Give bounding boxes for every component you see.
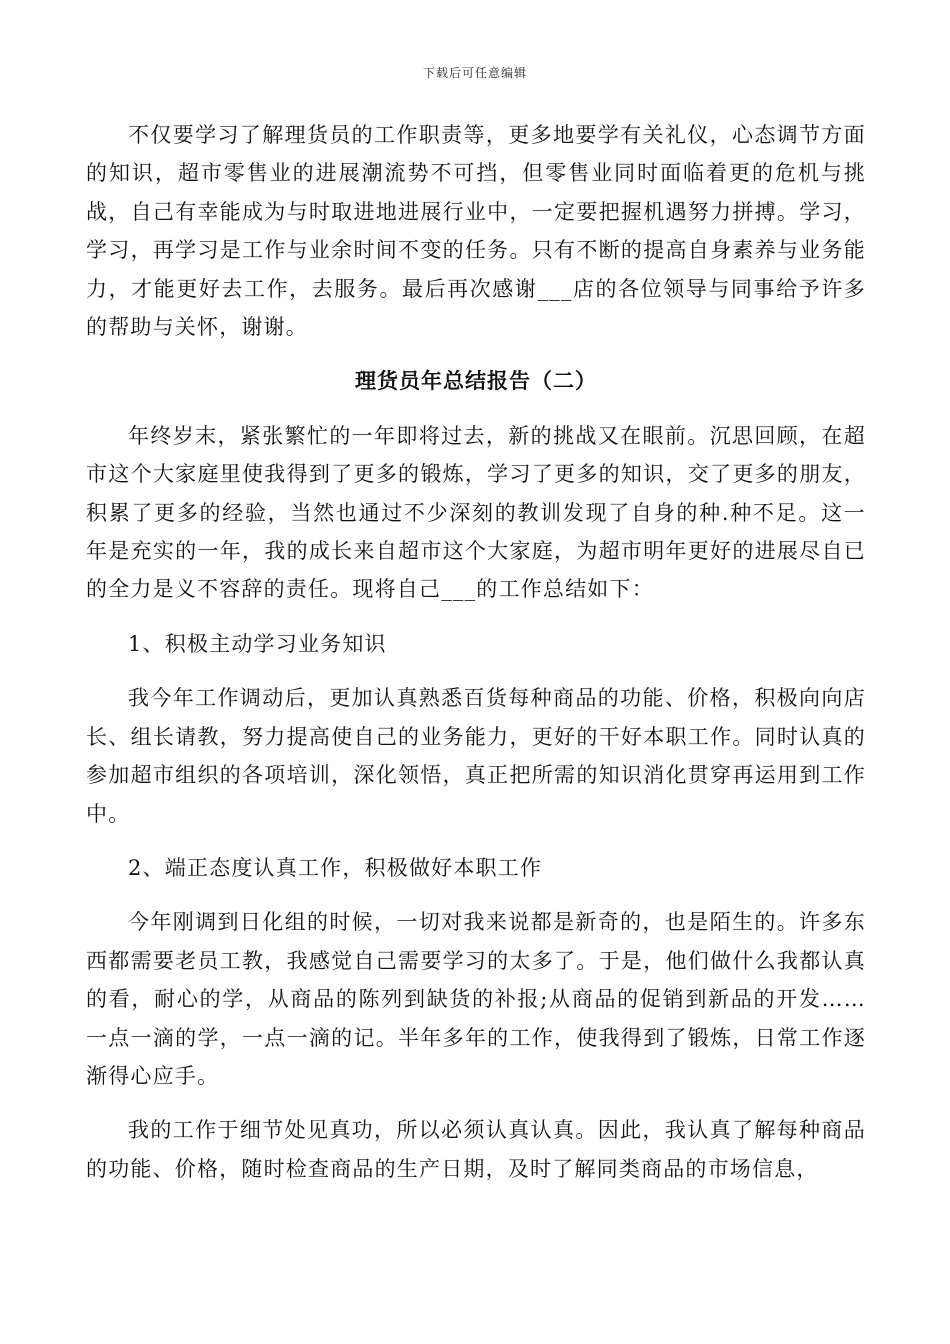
spacer — [86, 346, 866, 362]
paragraph-details: 我的工作于细节处见真功，所以必须认真认真。因此，我认真了解每种商品的功能、价格，随时检查商品的生产日期，及时了解同类商品的市场信息， — [86, 1118, 866, 1181]
subheading-1: 1、积极主动学习业务知识 — [128, 631, 387, 656]
subheading-2: 2、端正态度认真工作，积极做好本职工作 — [128, 855, 543, 880]
spacer — [86, 1095, 866, 1111]
spacer — [86, 663, 866, 679]
page-header: 下载后可任意编辑 — [422, 66, 527, 80]
document-body — [86, 116, 866, 1188]
spacer — [86, 833, 866, 849]
paragraph-intro: 不仅要学习了解理货员的工作职责等，更多地要学有关礼仪，心态调节方面的知识，超市零售业的进展潮流势不可挡，但零售业同时面临着更的危机与挑战，自己有幸能成为与时取进地进展行业中，一定要把握机遇努力拼搏。学习，学习，再学习是工作与业余时间不变的任务。只有不断的提高自身素养与业务能力，才能更好去工作，去服务。最后再次感谢___店的各位领导与同事给予许多的帮助与关怀，谢谢。 — [86, 123, 866, 340]
paragraph-opening: 年终岁末，紧张繁忙的一年即将过去，新的挑战又在眼前。沉思回顾，在超市这个大家庭里使我得到了更多的锻炼，学习了更多的知识，交了更多的朋友，积累了更多的经验，当然也通过不少深刻的教训发现了自身的种.种不足。这一年是充实的一年，我的成长来自超市这个大家庭，为超市明年更好的进展尽自已的全力是义不容辞的责任。现将自己___的工作总结如下： — [86, 423, 866, 602]
section-title: 理货员年总结报告（二） — [355, 368, 597, 394]
spacer — [86, 887, 866, 903]
spacer — [86, 401, 866, 417]
paragraph-study: 我今年工作调动后，更加认真熟悉百货每种商品的功能、价格，积极向向店长、组长请教，努力提高使自己的业务能力，更好的干好本职工作。同时认真的参加超市组织的各项培训，深化领悟，真正把所需的知识消化贯穿再运用到工作中。 — [86, 686, 866, 826]
spacer — [86, 609, 866, 625]
paragraph-daily-chemicals: 今年刚调到日化组的时候，一切对我来说都是新奇的，也是陌生的。许多东西都需要老员工教，我感觉自己需要学习的太多了。于是，他们做什么我都认真的看，耐心的学，从商品的陈列到缺货的补报;从商品的促销到新品的开发……一点一滴的学，一点一滴的记。半年多年的工作，使我得到了锻炼，日常工作逐渐得心应手。 — [86, 910, 866, 1088]
